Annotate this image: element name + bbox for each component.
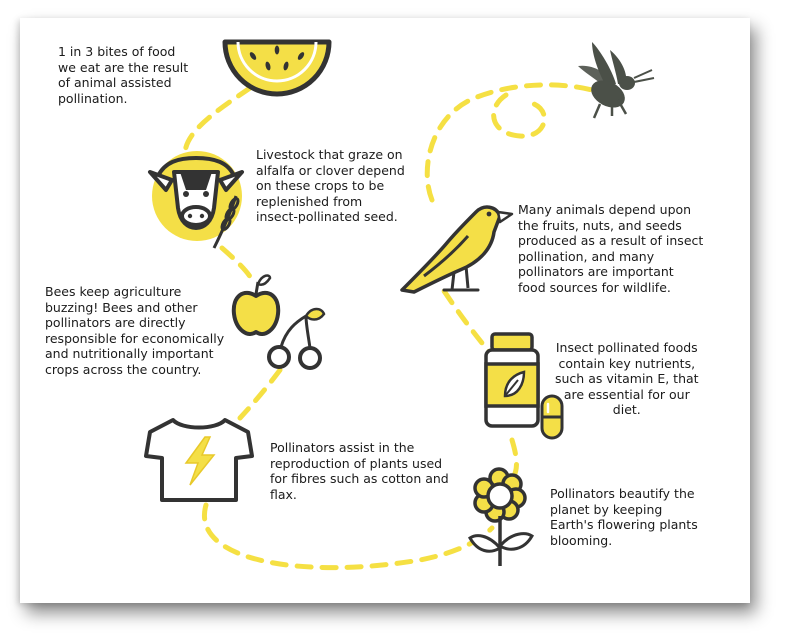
vitamin-bottle-icon	[486, 334, 538, 426]
fact-melon: 1 in 3 bites of food we eat are the result of animal assisted pollination.	[58, 44, 189, 106]
melon-slice-icon	[225, 42, 329, 94]
bird-icon	[402, 207, 512, 292]
flower-icon	[470, 469, 532, 566]
apple-icon	[234, 276, 278, 334]
fact-bees: Bees keep agriculture buzzing! Bees and other pollinators are directly responsible for economically and nutritionally important crops across the country.	[45, 284, 225, 377]
fact-wildlife: Many animals depend upon the fruits, nuts, and seeds produced as a result of insect pollination, and many pollinators are important food sources for wildlife.	[518, 202, 704, 295]
fact-fibres: Pollinators assist in the reproduction of plants used for fibres such as cotton and flax.	[270, 440, 449, 502]
bee-icon	[578, 42, 654, 118]
fact-nutrients: Insect pollinated foods contain key nutrients, such as vitamin E, that are essential for our diet.	[555, 340, 699, 417]
fact-livestock: Livestock that graze on alfalfa or clover depend on these crops to be replenished from insect-pollinated seed.	[256, 147, 405, 224]
fact-beautify: Pollinators beautify the planet by keeping Earth's flowering plants blooming.	[550, 486, 698, 548]
